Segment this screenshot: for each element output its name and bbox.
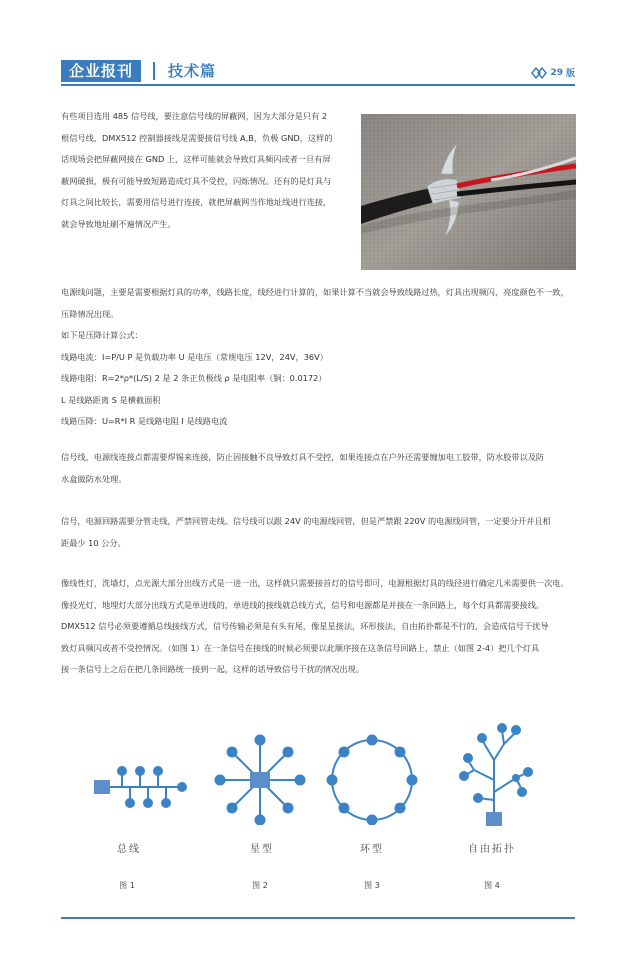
formula-line: 线路电流：I=P/U P 是负载功率 U 是电压（常规电压 12V，24V，36V） xyxy=(61,351,328,362)
figure-label-3: 图 3 xyxy=(364,881,380,890)
ring-topology-diagram xyxy=(322,725,422,825)
magazine-title: 企业报刊 xyxy=(61,60,141,82)
paragraph-conduit xyxy=(61,511,581,554)
page-number-value: 29 xyxy=(550,67,563,78)
star-topology-diagram xyxy=(210,725,310,825)
paragraph-topology xyxy=(61,573,581,681)
text-line: 根信号线，DMX512 控制器接线是需要接信号线 A,B，负极 GND，这样的 xyxy=(61,132,333,143)
text-line: 如下是压降计算公式： xyxy=(61,330,143,340)
text-line: 像线性灯，洗墙灯，点光源大部分出线方式是一进一出，这样就只需要接首灯的信号即可，电源根据灯具的线径进行确定几米需要供一次电。 xyxy=(61,578,569,588)
text-line: 像投光灯，地埋灯大部分出线方式是单进线的，单进线的接线就总线方式，信号和电源都是并接在一条回路上，每个灯具都需要接线。 xyxy=(61,599,545,610)
formula-line: 线路压降：U=R*I R 是线路电阻 I 是线路电流 xyxy=(61,416,228,426)
text-line: 有些项目选用 485 信号线，要注意信号线的屏蔽网，因为大部分是只有 2 xyxy=(61,111,328,121)
text-line: 水盒做防水处理。 xyxy=(61,473,127,484)
text-line: 蔽网破损，极有可能导致短路造成灯具不受控，闪烁情况。还有的是灯具与 xyxy=(61,175,332,186)
diagram-label-star: 星型 xyxy=(250,844,274,855)
page-number xyxy=(531,66,575,79)
free-topology-diagram xyxy=(442,720,542,830)
logo-icon xyxy=(531,67,547,79)
diagram-label-bus: 总线 xyxy=(117,844,141,855)
figure-label-2: 图 2 xyxy=(252,881,268,890)
formula-line: 线路电阻：R=2*ρ*(L/S) 2 是 2 条正负极线 ρ 是电阻率（铜：0.0172） xyxy=(61,373,327,383)
footer-rule xyxy=(61,917,575,919)
text-line: 接一条信号上之后在把几条回路统一接到一起，这样的话导致信号干扰的情况出现。 xyxy=(61,664,364,674)
text-line: 话现场会把屏蔽网接在 GND 上，这样可能就会导致灯具频闪或者一旦有屏 xyxy=(61,154,331,164)
text-line: DMX512 信号必须要遵循总线接线方式，信号传输必须是有头有尾，像星星接法，环形接法，自由拓扑都是不行的，会造成信号干扰导 xyxy=(61,621,549,631)
text-line: 压降情况出现。 xyxy=(61,308,119,319)
text-line: 信号线，电源线连接点都需要焊锡来连接，防止因接触不良导致灯具不受控，如果连接点在户外还需要缠加电工胶带，防水胶带以及防 xyxy=(61,452,545,462)
paragraph-power xyxy=(61,282,581,433)
cable-photo xyxy=(361,114,576,270)
page-number-suffix: 版 xyxy=(565,69,575,79)
section-title: 技术篇 xyxy=(168,62,217,80)
diagram-label-ring: 环型 xyxy=(360,844,384,855)
paragraph-soldering xyxy=(61,447,581,490)
formula-line: L 是线路距离 S 是横截面积 xyxy=(61,394,161,405)
figure-label-1: 图 1 xyxy=(119,881,135,890)
bus-topology-diagram xyxy=(82,725,192,835)
page-header xyxy=(61,58,575,86)
header-separator xyxy=(153,62,155,80)
figure-label-4: 图 4 xyxy=(484,881,500,890)
paragraph-shield xyxy=(61,106,351,235)
text-line: 致灯具频闪或者不受控情况。（如图 1）在一条信号在接线的时候必须要以此顺序接在这条信号回路上，禁止（如图 2-4）把几个灯具 xyxy=(61,642,540,653)
text-line: 距最少 10 公分。 xyxy=(61,537,126,548)
header-rule xyxy=(61,84,575,86)
text-line: 电源线问题，主要是需要根据灯具的功率，线路长度，线经进行计算的，如果计算不当就会导致线路过热，灯具出现频闪，亮度颜色不一致， xyxy=(61,287,569,297)
diagram-label-free: 自由拓扑 xyxy=(468,844,516,855)
text-line: 信号，电源回路需要分管走线，严禁同管走线。信号线可以跟 24V 的电源线同管，但是严禁跟 220V 的电源线同管，一定要分开并且相 xyxy=(61,516,551,526)
text-line: 灯具之间比较长，需要用信号进行连接，就把屏蔽网当作地址线进行连接， xyxy=(61,197,332,207)
text-line: 就会导致地址刷不遍情况产生。 xyxy=(61,218,176,229)
